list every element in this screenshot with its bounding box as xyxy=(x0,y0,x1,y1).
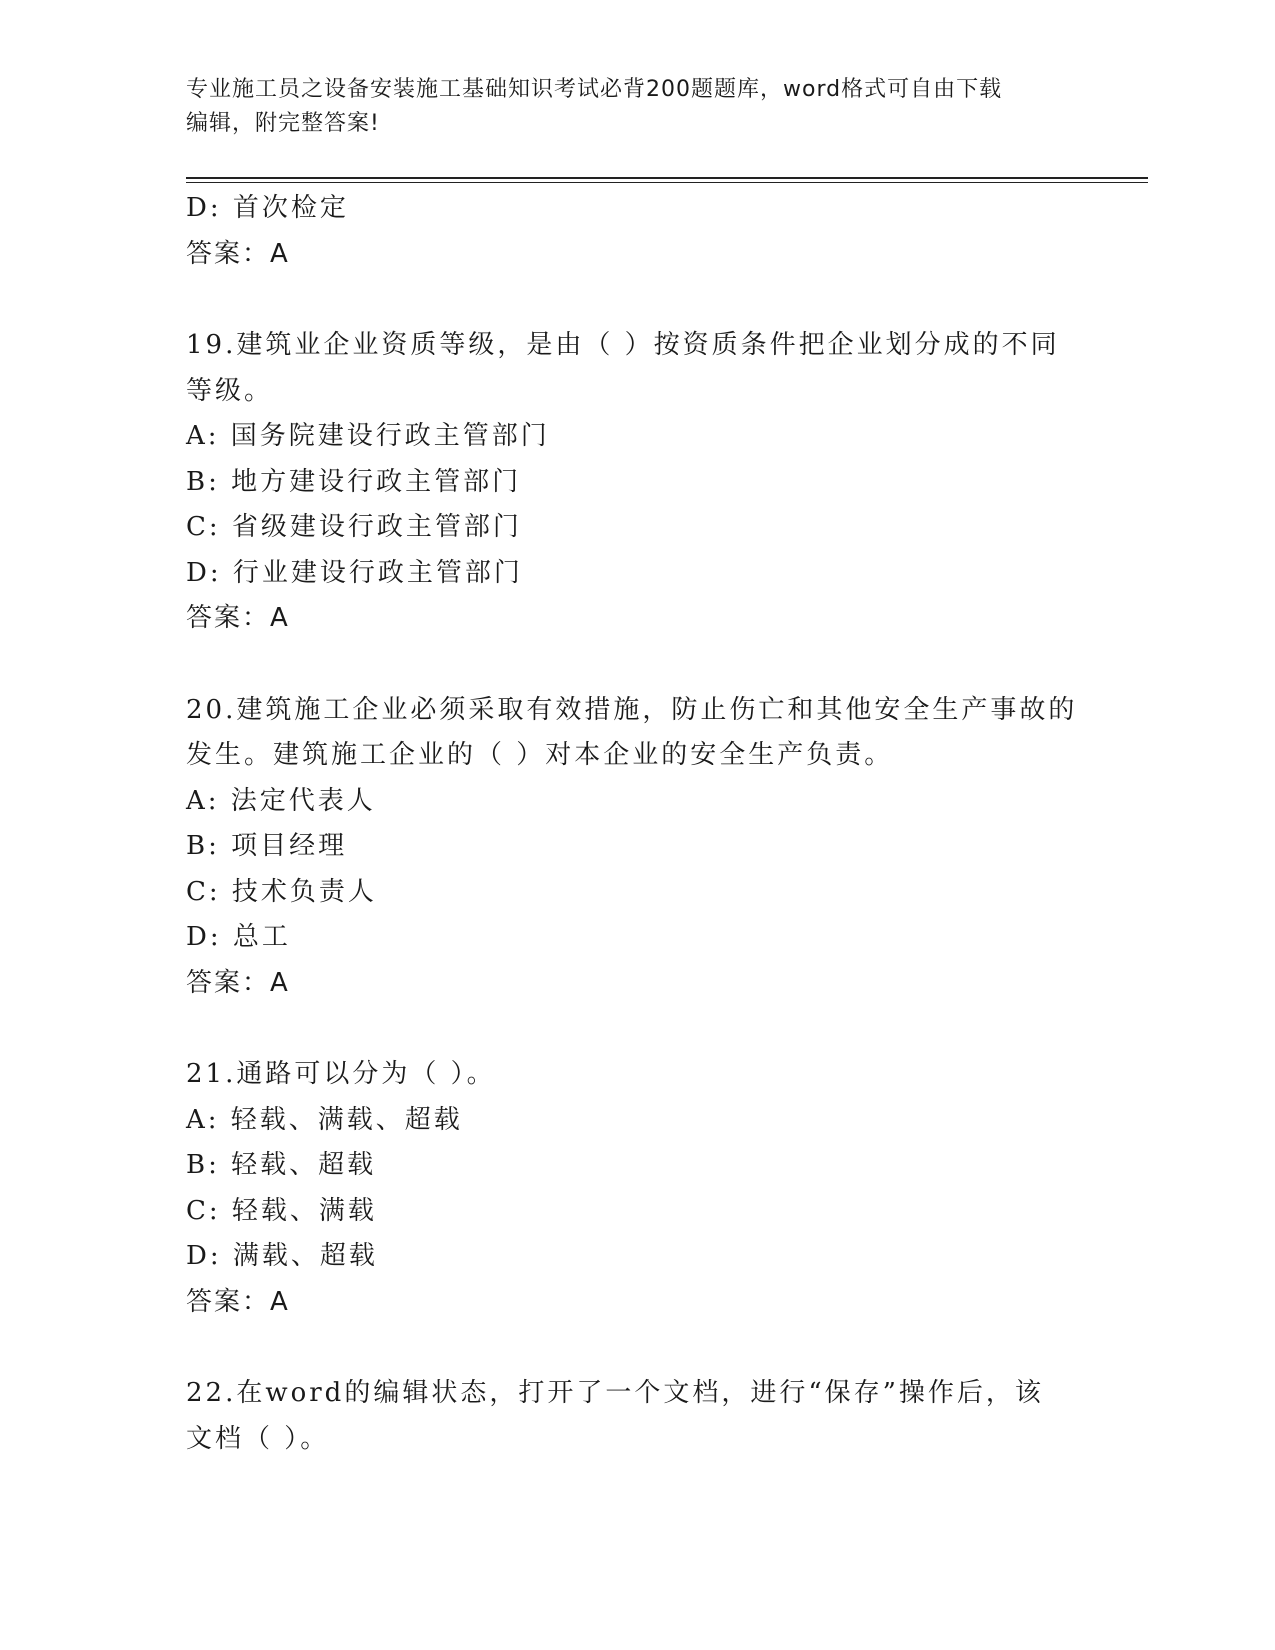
document-body xyxy=(186,186,1078,1462)
question-stem: 19.建筑业企业资质等级，是由（ ）按资质条件把企业划分成的不同 xyxy=(186,330,1060,360)
question-stem: 等级。 xyxy=(186,375,274,406)
option-b: B: 地方建设行政主管部门 xyxy=(186,466,522,497)
option-b: B: 项目经理 xyxy=(186,831,348,861)
option-b: B: 轻载、超载 xyxy=(186,1150,377,1180)
spacer xyxy=(186,642,1066,688)
spacer xyxy=(186,1006,1066,1052)
document-header xyxy=(186,73,1086,141)
question-22 xyxy=(186,1371,1066,1462)
option-d: D: 行业建设行政主管部门 xyxy=(186,557,523,588)
previous-answer: 答案：A xyxy=(186,238,290,269)
answer: 答案：A xyxy=(186,967,290,998)
answer: 答案：A xyxy=(186,603,290,633)
option-a: A: 轻载、满载、超载 xyxy=(186,1104,463,1135)
option-a: A: 法定代表人 xyxy=(186,785,376,816)
option-d: D: 满载、超载 xyxy=(186,1241,378,1271)
question-stem: 发生。建筑施工企业的（ ）对本企业的安全生产负责。 xyxy=(186,740,894,770)
question-19 xyxy=(186,323,1066,642)
header-divider-thick xyxy=(186,177,1148,179)
question-stem: 文档（ ）。 xyxy=(186,1423,330,1454)
spacer xyxy=(186,1325,1066,1371)
question-stem: 22.在word的编辑状态，打开了一个文档，进行“保存”操作后，该 xyxy=(186,1378,1044,1408)
option-a: A: 国务院建设行政主管部门 xyxy=(186,421,550,451)
option-c: C: 技术负责人 xyxy=(186,876,377,907)
header-divider-thin xyxy=(186,182,1148,183)
question-stem: 20.建筑施工企业必须采取有效措施，防止伤亡和其他安全生产事故的 xyxy=(186,694,1078,725)
previous-option-d: D: 首次检定 xyxy=(186,193,349,223)
header-line-1: 专业施工员之设备安装施工基础知识考试必背200题题库，word格式可自由下载 xyxy=(186,77,1003,102)
question-stem: 21.通路可以分为（ ）。 xyxy=(186,1059,496,1089)
option-d: D: 总工 xyxy=(186,922,291,952)
option-c: C: 省级建设行政主管部门 xyxy=(186,512,522,542)
option-c: C: 轻载、满载 xyxy=(186,1195,377,1226)
answer: 答案：A xyxy=(186,1286,290,1317)
spacer xyxy=(186,277,1066,323)
question-21 xyxy=(186,1052,1066,1325)
question-20 xyxy=(186,688,1078,1007)
header-line-2: 编辑，附完整答案! xyxy=(186,111,380,136)
